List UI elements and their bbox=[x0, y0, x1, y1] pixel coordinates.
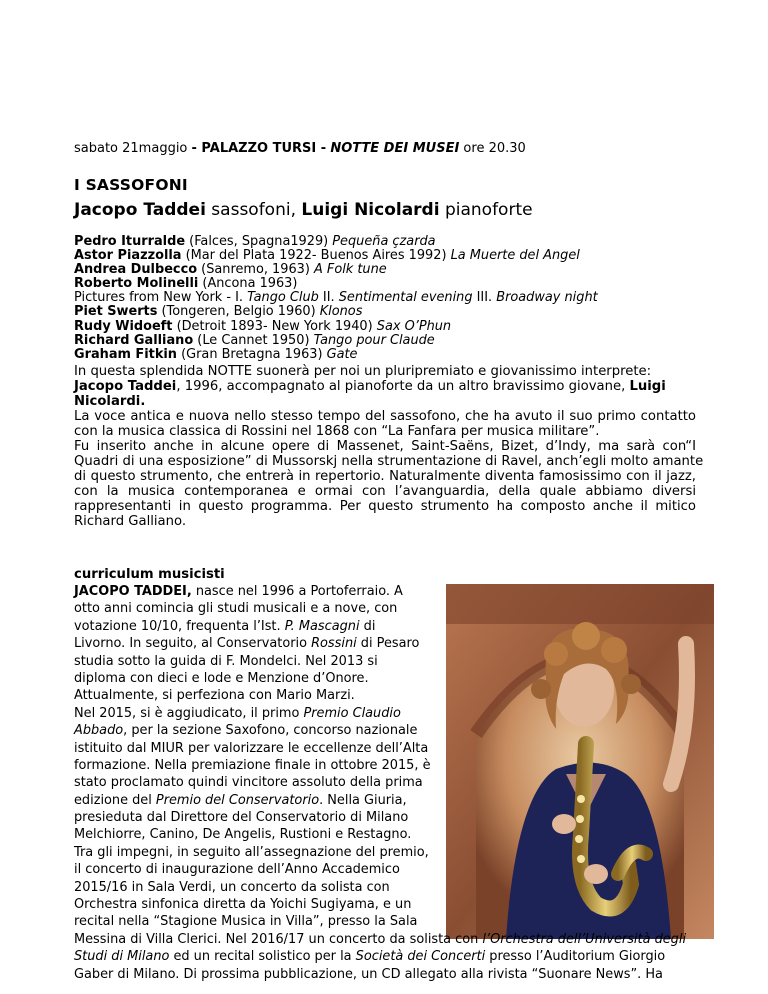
movement-title: Tango Club bbox=[247, 290, 319, 306]
event-time: ore 20.30 bbox=[459, 141, 526, 156]
bio-line bbox=[74, 931, 714, 948]
bio-line bbox=[74, 583, 714, 600]
bio-line: stato proclamato quindi vincitore assoluto della prima bbox=[74, 775, 423, 791]
composer-info: (Le Cannet 1950) bbox=[193, 332, 314, 348]
bio-text: presso l’Auditorium Giorgio bbox=[485, 949, 666, 965]
performer-1-name: Jacopo Taddei bbox=[74, 200, 206, 220]
bio-line bbox=[74, 722, 714, 739]
intro-line: In questa splendida NOTTE suonerà per noi un pluripremiato e giovanissimo interprete: bbox=[74, 364, 652, 379]
cv-title: curriculum musicisti bbox=[74, 567, 225, 582]
bio-text: , per la sezione Saxofono, concorso nazionale bbox=[123, 723, 418, 739]
bio-text: Nel 2015, si è aggiudicato, il primo bbox=[74, 705, 304, 721]
composer-info: (Detroit 1893- New York 1940) bbox=[172, 318, 377, 334]
bio-text: votazione 10/10, frequenta l’Ist. bbox=[74, 618, 285, 634]
performers-line bbox=[74, 200, 533, 220]
body-line: Richard Galliano. bbox=[74, 514, 187, 529]
bio-italic: Società dei Concerti bbox=[355, 949, 486, 965]
body-line: Fu inserito anche in alcune opere di Massenet, Saint-Saëns, Bizet, d’Indy, ma sarà con“I bbox=[74, 439, 696, 454]
bio-italic: P. Mascagni bbox=[284, 618, 360, 634]
bio-text: di Pesaro bbox=[356, 636, 420, 652]
bio-text: di bbox=[359, 618, 376, 634]
bio-text: nasce nel 1996 a Portoferraio. A bbox=[191, 584, 403, 599]
composer-name: Richard Galliano bbox=[74, 332, 194, 348]
intro-paragraph bbox=[74, 364, 704, 529]
bio-line bbox=[74, 705, 714, 722]
bio-line bbox=[74, 948, 714, 965]
intro-line bbox=[74, 379, 696, 394]
program-item bbox=[74, 334, 598, 348]
program-item bbox=[74, 277, 598, 291]
composer-info: (Tongeren, Belgio 1960) bbox=[157, 304, 320, 320]
work-title: Tango pour Claude bbox=[313, 332, 435, 348]
movement-title: Broadway night bbox=[496, 290, 598, 306]
performer-name: Jacopo Taddei bbox=[74, 379, 177, 394]
composer-info: (Sanremo, 1963) bbox=[197, 262, 314, 278]
bio-line: Attualmente, si perfeziona con Mario Marzi. bbox=[74, 688, 355, 704]
bio-line: 2015/16 in Sala Verdi, un concerto da solista con bbox=[74, 879, 390, 895]
bio-line: diploma con dieci e lode e Menzione d’Onore. bbox=[74, 670, 369, 686]
section-title: I SASSOFONI bbox=[74, 176, 188, 194]
intro-text: , 1996, accompagnato al pianoforte da un altro bravissimo giovane, bbox=[176, 379, 630, 394]
composer-name: Piet Swerts bbox=[74, 304, 158, 320]
bio-text: Messina di Villa Clerici. Nel 2016/17 un concerto da solista con bbox=[74, 931, 483, 947]
composer-name: Pedro Iturralde bbox=[74, 234, 186, 249]
work-title: Gate bbox=[326, 346, 358, 362]
bio-line: istituito dal MIUR per valorizzare le eccellenze dell’Alta bbox=[74, 740, 429, 756]
composer-info: (Mar del Plata 1922- Buenos Aires 1992) bbox=[181, 248, 451, 264]
bio-line: recital nella “Stagione Musica in Villa”, presso la Sala bbox=[74, 914, 418, 930]
bio-line bbox=[74, 618, 714, 635]
program-item bbox=[74, 320, 598, 334]
bio-line: Tra gli impegni, in seguito all’assegnazione del premio, bbox=[74, 844, 429, 860]
composer-info: (Ancona 1963) bbox=[198, 276, 298, 292]
performer-1-role: sassofoni, bbox=[205, 200, 302, 220]
composer-name: Astor Piazzolla bbox=[74, 248, 182, 264]
bio-line: il concerto di inaugurazione dell’Anno Accademico bbox=[74, 862, 400, 878]
event-header bbox=[74, 141, 526, 156]
bio-text: . Nella Giuria, bbox=[319, 792, 407, 808]
bio-text: ed un recital solistico per la bbox=[169, 949, 356, 965]
work-title: Sax O’Phun bbox=[376, 318, 452, 334]
composer-name: Andrea Dulbecco bbox=[74, 262, 198, 278]
event-night: NOTTE DEI MUSEI bbox=[330, 141, 460, 156]
bio-italic: Studi di Milano bbox=[74, 949, 170, 965]
bio-line: otto anni comincia gli studi musicali e a nove, con bbox=[74, 601, 398, 617]
program-item bbox=[74, 249, 598, 263]
performer-2-name: Luigi Nicolardi bbox=[301, 200, 440, 220]
composer-info: (Falces, Spagna1929) bbox=[185, 234, 333, 249]
movement-sep: II. bbox=[318, 290, 339, 306]
performer-2-role: pianoforte bbox=[439, 200, 533, 220]
bio-line: presieduta dal Direttore del Conservatorio di Milano bbox=[74, 810, 409, 826]
bio-name: JACOPO TADDEI, bbox=[74, 584, 192, 599]
bio-line: studia sotto la guida di F. Mondelci. Nel 2013 si bbox=[74, 653, 378, 669]
performer-name: Luigi bbox=[629, 379, 666, 394]
bio-line bbox=[74, 635, 714, 652]
work-title: A Folk tune bbox=[313, 262, 387, 278]
bio-italic: Abbado bbox=[74, 723, 124, 739]
body-line: con la musica classica di Rossini nel 1868 con “La Fanfara per musica militare”. bbox=[74, 424, 600, 439]
program-item bbox=[74, 348, 598, 362]
bio-line: formazione. Nella premiazione finale in ottobre 2015, è bbox=[74, 757, 431, 773]
work-title: Klonos bbox=[319, 304, 363, 320]
program-item bbox=[74, 235, 598, 249]
program-item-pictures bbox=[74, 291, 598, 305]
movement-title: Sentimental evening bbox=[338, 290, 473, 306]
event-venue: - PALAZZO TURSI - bbox=[191, 141, 327, 156]
bio-line bbox=[74, 792, 714, 809]
body-line: La voce antica e nuova nello stesso tempo del sassofono, che ha avuto il suo primo contatto bbox=[74, 409, 696, 424]
program-list bbox=[74, 235, 598, 362]
program-item bbox=[74, 263, 598, 277]
body-line: di questo strumento, che entrerà in repertorio. Naturalmente diventa famosissimo con il jazz, bbox=[74, 469, 696, 484]
bio-italic: Premio del Conservatorio bbox=[155, 792, 320, 808]
bio-text: edizione del bbox=[74, 792, 156, 808]
work-title: Pequeña çzarda bbox=[332, 234, 436, 249]
work-title: La Muerte del Angel bbox=[450, 248, 580, 264]
bio-italic: l’Orchestra dell’Università degli bbox=[482, 931, 687, 947]
composer-name: Roberto Molinelli bbox=[74, 276, 199, 292]
body-line: rappresentanti in questo programma. Per questo strumento ha composto anche il mitico bbox=[74, 499, 696, 514]
bio-line: Orchestra sinfonica diretta da Yoichi Sugiyama, e un bbox=[74, 897, 412, 913]
program-item bbox=[74, 305, 598, 319]
intro-line: Nicolardi. bbox=[74, 394, 146, 409]
composer-name: Graham Fitkin bbox=[74, 346, 177, 362]
composer-name: Rudy Widoeft bbox=[74, 318, 173, 334]
pictures-prefix: Pictures from New York - I. bbox=[74, 290, 248, 306]
event-date: sabato 21maggio bbox=[74, 141, 192, 156]
bio-paragraph bbox=[74, 583, 714, 983]
body-line: Quadri di una esposizione” di Mussorskj nella strumentazione di Ravel, anch’egli molto amante bbox=[74, 454, 704, 469]
movement-sep: III. bbox=[472, 290, 497, 306]
bio-line: Melchiorre, Canino, De Angelis, Rustioni e Restagno. bbox=[74, 827, 412, 843]
bio-italic: Rossini bbox=[311, 636, 357, 652]
bio-text: Livorno. In seguito, al Conservatorio bbox=[74, 636, 312, 652]
composer-info: (Gran Bretagna 1963) bbox=[177, 346, 327, 362]
body-line: con la musica contemporanea e ormai con l’avanguardia, della quale abbiamo diversi bbox=[74, 484, 696, 499]
bio-italic: Premio Claudio bbox=[303, 705, 401, 721]
bio-line: Gaber di Milano. Di prossima pubblicazione, un CD allegato alla rivista “Suonare News”. Ha bbox=[74, 966, 663, 982]
